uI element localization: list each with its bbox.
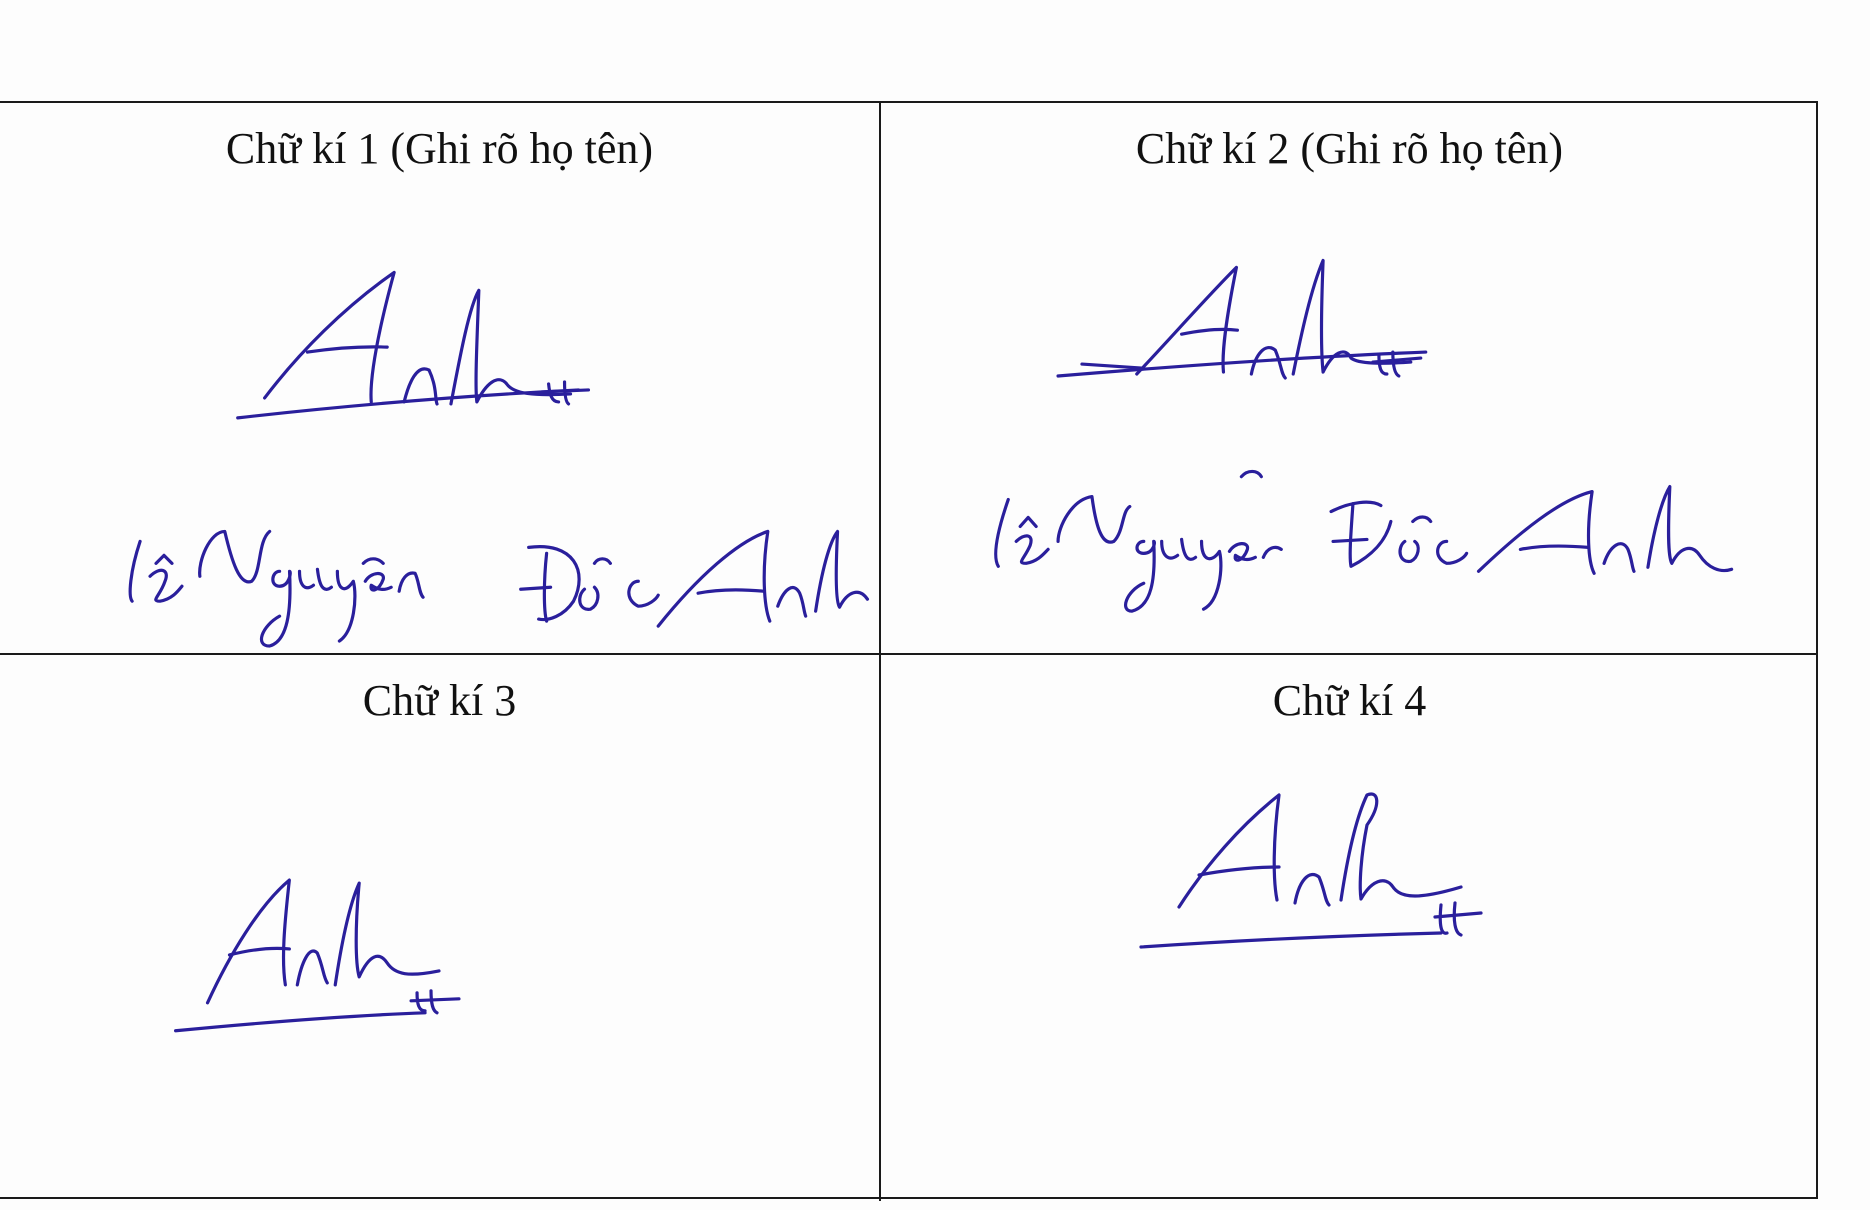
signature-cell-2-title: Chữ kí 2 (Ghi rõ họ tên) [1135,124,1564,173]
signature-3-mark [176,880,459,1031]
signature-cell-2 [881,103,1818,655]
signature-2-mark [1058,260,1426,378]
signature-table [0,101,1818,1199]
handwritten-name-1 [130,531,867,646]
signature-cell-4-title: Chữ kí 4 [1272,676,1427,725]
signature-1-mark [238,272,589,417]
signature-4-mark [1141,794,1481,947]
signature-cell-3-title: Chữ kí 3 [362,676,517,725]
signature-cell-3 [0,655,881,1201]
signature-4-drawing [881,655,1818,1201]
signature-cell-4 [881,655,1818,1201]
signature-cell-1-title: Chữ kí 1 (Ghi rõ họ tên) [225,124,654,173]
signature-3-drawing [0,655,879,1201]
signature-cell-1 [0,103,881,655]
signature-2-drawing [881,103,1818,653]
signature-1-drawing [0,103,879,653]
handwritten-name-2 [996,471,1732,611]
